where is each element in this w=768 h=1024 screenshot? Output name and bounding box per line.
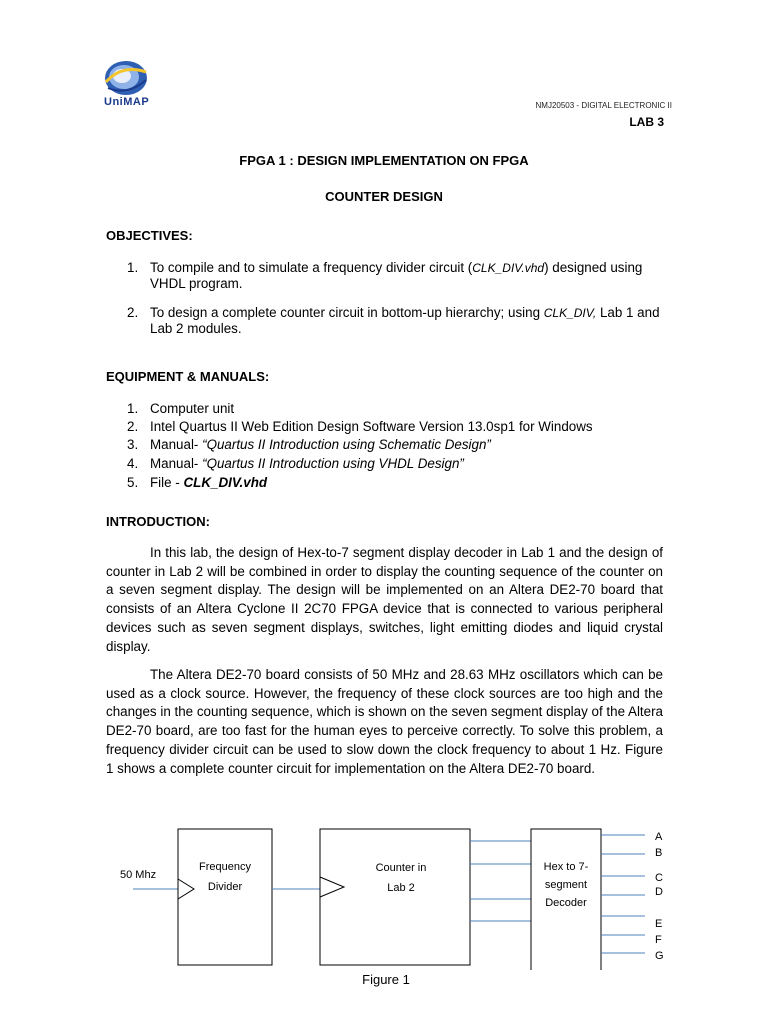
output-label-g: G [655,950,664,962]
list-number: 1. [127,260,139,275]
frequency-divider-block [178,829,272,965]
block3-line2: segment [544,879,588,891]
block3-line1: Hex to 7- [543,861,589,873]
output-label-b: B [655,847,663,859]
objectives-heading: OBJECTIVES: [106,228,193,243]
course-code: NMJ20503 - DIGITAL ELECTRONIC II [535,101,672,110]
block3-line3: Decoder [545,897,587,909]
output-label-a: A [655,831,663,843]
page-title: FPGA 1 : DESIGN IMPLEMENTATION ON FPGA [239,153,529,168]
block1-line1: Frequency [199,861,251,873]
figure-caption: Figure 1 [362,972,410,987]
objective-text: To design a complete counter circuit in bottom-up hierarchy; using CLK_DIV, Lab 1 and Lab 2 modules. [150,305,660,336]
output-label-c: C [655,872,663,884]
lab-number: LAB 3 [629,115,664,129]
output-label-e: E [655,918,663,930]
block2-line2: Lab 2 [387,882,415,894]
block2-line1: Counter in [375,862,427,874]
output-label-d: D [655,886,663,898]
intro-paragraph-2: The Altera DE2-70 board consists of 50 MHz and 28.63 MHz oscillators which can be used as a clock source. However, the frequency of these clock sources are too high and the changes in the counting sequence, which is shown on the seven segment display of the Altera DE2-70 board, are too fast for the human eyes to perceive correctly. To solve this problem, a frequency divider circuit can be used to slow down the clock frequency to about 1 Hz. Figure 1 shows a complete counter circuit for implementation on the Altera DE2-70 board. [106,667,663,776]
block1-line2: Divider [207,881,243,893]
figure-1-diagram [0,820,768,970]
input-label: 50 Mhz [120,869,157,881]
output-label-f: F [655,934,662,946]
logo-text: UniMAP [104,96,150,108]
list-number: 2. [127,305,139,320]
counter-block [320,829,470,965]
objective-text: To compile and to simulate a frequency divider circuit (CLK_DIV.vhd) designed using VHDL program. [150,260,643,291]
page-subtitle: COUNTER DESIGN [325,189,443,204]
equipment-heading: EQUIPMENT & MANUALS: [106,369,270,384]
logo-emblem-icon [100,58,152,100]
intro-paragraph-1: In this lab, the design of Hex-to-7 segment display decoder in Lab 1 and the design of counter in Lab 2 will be combined in order to display the counting sequence of the counter on a seven segment display. The design will be implemented on an Altera DE2-70 board that consists of an Altera Cyclone II 2C70 FPGA device that is connected to various peripheral devices such as seven segment displays, switches, light emitting diodes and liquid crystal display. [106,545,663,654]
introduction-heading: INTRODUCTION: [106,514,210,529]
